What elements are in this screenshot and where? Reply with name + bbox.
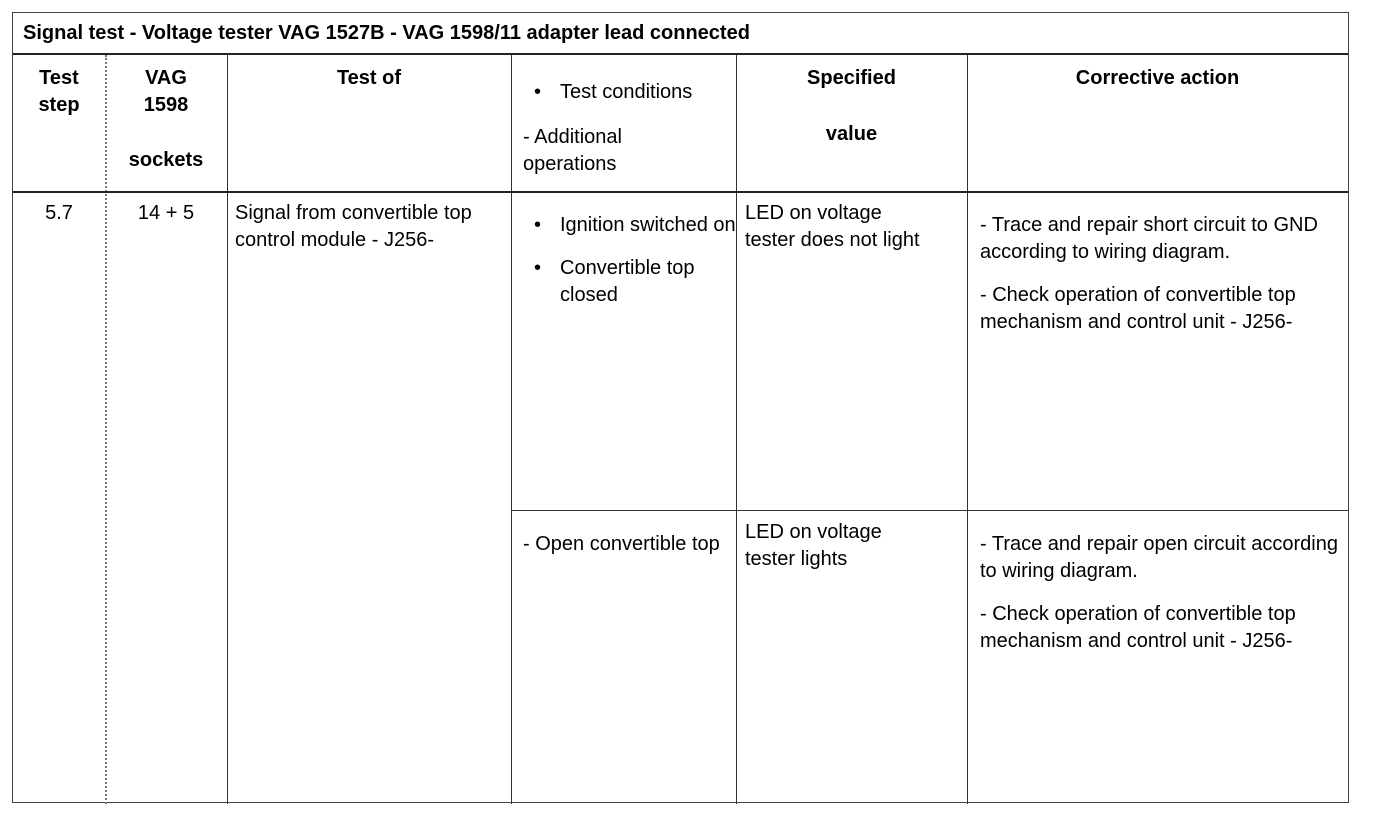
header-test-step <box>13 65 105 119</box>
bullet-icon: • <box>534 81 542 103</box>
header-conditions <box>512 79 736 178</box>
header-specified-value <box>736 65 967 148</box>
header-corrective-action: Corrective action <box>1075 67 1240 89</box>
header-specified-label: Specified <box>807 67 896 89</box>
cell-sockets: 14 + 5 <box>137 202 195 224</box>
column-divider <box>227 55 228 804</box>
header-additional-operations: - Additional operations <box>523 126 622 175</box>
bullet-icon: • <box>534 257 542 279</box>
cell-test-of: Signal from convertible top control module - J256- <box>235 202 472 251</box>
test-table <box>12 12 1349 803</box>
condition-text: Ignition switched on <box>560 214 736 236</box>
corrective-action-item: - Check operation of convertible top mechanism and control unit - J256- <box>980 603 1296 652</box>
header-divider <box>13 191 1348 193</box>
header-sockets-label: sockets <box>128 149 204 171</box>
subrow-divider <box>511 510 1348 511</box>
subrow-2-specified-value: LED on voltage tester lights <box>745 521 882 570</box>
header-vag-1598 <box>105 65 227 174</box>
subrow-1-specified-value: LED on voltage tester does not light <box>745 202 920 251</box>
cell-test-step: 5.7 <box>45 202 73 224</box>
condition-text: Convertible top closed <box>560 257 695 306</box>
header-test-step-label: Test step <box>38 67 80 116</box>
corrective-action-item: - Check operation of convertible top mechanism and control unit - J256- <box>980 284 1296 333</box>
subrow-2-operation: - Open convertible top <box>523 533 720 555</box>
header-test-conditions-label: Test conditions <box>560 81 693 103</box>
table-title: Signal test - Voltage tester VAG 1527B - VAG 1598/11 adapter lead connected <box>13 13 1348 55</box>
header-test-of: Test of <box>336 67 402 89</box>
subrow-1-conditions <box>512 212 736 309</box>
header-vag-1598-label: VAG 1598 <box>143 67 189 116</box>
header-test-conditions <box>512 79 736 106</box>
subrow-1-corrective-actions <box>980 212 1342 336</box>
corrective-action-item: - Trace and repair open circuit according to wiring diagram. <box>980 533 1338 582</box>
corrective-action-item: - Trace and repair short circuit to GND according to wiring diagram. <box>980 214 1318 263</box>
column-divider <box>967 55 968 804</box>
condition-item <box>512 255 736 309</box>
condition-item <box>512 212 736 239</box>
column-divider <box>736 55 737 804</box>
header-value-label: value <box>825 123 878 145</box>
subrow-2-corrective-actions <box>980 531 1342 655</box>
bullet-icon: • <box>534 214 542 236</box>
